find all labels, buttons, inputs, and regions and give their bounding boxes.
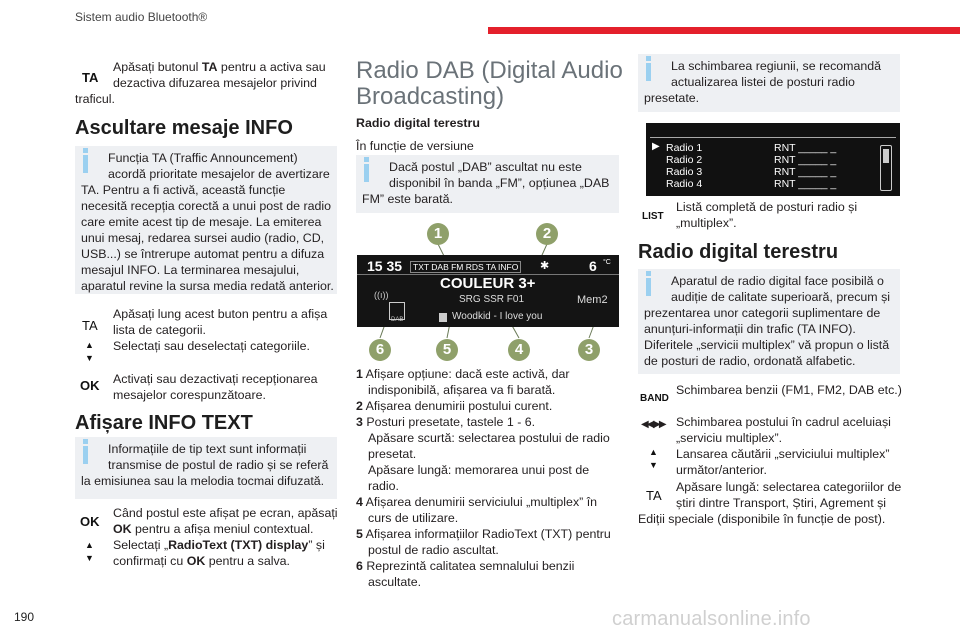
ok-button-icon-2: OK [80, 514, 100, 529]
version-note: În funcție de versiune [356, 139, 474, 153]
running-header: Sistem audio Bluetooth® [75, 10, 208, 24]
multiplex-name: SRG SSR F01 [459, 294, 525, 305]
ta-button-icon: TA [82, 70, 99, 85]
list-item: 1 Afișare opțiune: dacă este activă, dar [356, 367, 570, 381]
temperature: 6 [589, 258, 597, 274]
preset-values: RNT _____ _ RNT _____ _ RNT _____ _ RNT _____ _ [774, 142, 837, 190]
dab-label: DAB [391, 317, 404, 323]
list-item: 2 Afișarea denumirii postului curent. [356, 399, 553, 413]
accent-bar [488, 27, 960, 34]
display-divider [650, 137, 896, 138]
info-icon [364, 164, 369, 182]
callout-2: 2 [536, 223, 558, 245]
ta-description: Apăsați butonul TA pentru a activa sau dezactiva difuzarea mesajelor privind [113, 60, 326, 90]
info-icon [646, 63, 651, 81]
radio-display [357, 255, 619, 327]
selection-arrow-icon: ▶ [652, 141, 660, 152]
heading-info-text: Afișare INFO TEXT [75, 412, 253, 434]
heading-info-messages: Ascultare mesaje INFO [75, 117, 293, 139]
callout-4: 4 [508, 339, 530, 361]
scrollbar-thumb [883, 149, 889, 163]
station-name: COULEUR 3+ [440, 275, 536, 292]
song-title: Woodkid - I love you [452, 311, 543, 322]
bluetooth-icon: ✱ [540, 260, 550, 272]
band-button-icon: BAND [640, 393, 669, 404]
clock: 15 35 [367, 258, 403, 274]
info-icon [83, 155, 88, 173]
temperature-unit: °C [603, 259, 611, 266]
subheading-digital-radio: Radio digital terestru [356, 116, 480, 130]
info-icon [83, 446, 88, 464]
text-icon [439, 313, 447, 322]
info-note-digital: Aparatul de radio digital face posibilă o audiție de calitate superioară, precum și prezentarea unor categorii suplimentare de anunțuri-informații din trafic (TA INFO). Diferitele „servicii multiplex” vă propun o listă de posturi de radio, ordonată alfabetic. [638, 269, 900, 374]
up-down-arrows-icon-3: ▲ ▼ [649, 447, 658, 470]
callout-5: 5 [436, 339, 458, 361]
preset-list-display [646, 123, 900, 196]
callout-1: 1 [427, 223, 449, 245]
info-note-text: Informațiile de tip text sunt informații transmise de postul de radio și se referă la emisiunea sau la melodia tocmai difuzată. [75, 437, 337, 499]
seek-arrows-icon: ◀◀ ▶▶ [641, 419, 665, 430]
list-item: 6 Reprezintă calitatea semnalului benzii [356, 559, 575, 573]
info-note-dab: Dacă postul „DAB” ascultat nu este disponibil în banda „FM”, opțiunea „DAB FM” este barată. [356, 155, 619, 213]
page-number: 190 [14, 610, 35, 624]
info-icon [646, 278, 651, 296]
ta-long-press-icon-2: TA [646, 488, 662, 503]
list-item: 5 Afișarea informațiilor RadioText (TXT) pentru [356, 527, 611, 541]
heading-digital-radio: Radio digital terestru [638, 241, 839, 263]
signal-icon: ((ı)) [374, 290, 389, 300]
list-item: 3 Posturi presetate, tastele 1 - 6. [356, 415, 536, 429]
list-button-icon: LIST [642, 211, 664, 222]
section-title-dab: Radio DAB (Digital Audio Broadcasting) [356, 57, 623, 110]
info-note-ta: Funcția TA (Traffic Announcement) acordă prioritate mesajelor de avertizare TA. Pentru a fi activă, această funcție necesită recepția corectă a unui post de radio care emite acest tip de mesaje. La emiterea unui mesaj, redarea sursei audio (radio, CD, USB...) se întrerupe automat pentru a difuza mesajul INFO. La terminarea mesajului, aparatul revine la sursa media redată anterior. [75, 146, 337, 294]
preset-names: Radio 1 Radio 2 Radio 3 Radio 4 [666, 142, 703, 190]
callout-3: 3 [578, 339, 600, 361]
up-down-arrows-icon: ▲ ▼ [85, 340, 94, 363]
ta-long-press-icon: TA [82, 318, 98, 333]
watermark: carmanualsonline.info [612, 608, 811, 630]
preset-memory: Mem2 [577, 294, 608, 306]
up-down-arrows-icon-2: ▲ ▼ [85, 540, 94, 563]
legend-list: 1 Afișare opțiune: dacă este activă, dar indisponibilă, afișarea va fi barată. 2 Afișarea denumirii postului curent. 3 Posturi presetate, tastele 1 - 6. Apăsare scurtă: selectarea postului de radio presetat. Apăsare lungă: memorarea unui post de radio. 4 Afișarea denumirii serviciului „multiplex” în curs de utilizare. 5 Afișarea informațiilor RadioText (TXT) pentru postul de radio ascultat. 6 Reprezintă calitatea semnalului benzii ascultate. [356, 366, 621, 590]
ok-button-icon: OK [80, 378, 100, 393]
list-item: 4 Afișarea denumirii serviciului „multiplex” în [356, 495, 598, 509]
status-flags: TXT DAB FM RDS TA INFO [410, 261, 521, 273]
callout-6: 6 [369, 339, 391, 361]
ta-description-end: traficul. [75, 92, 115, 106]
info-note-region: La schimbarea regiunii, se recomandă actualizarea listei de posturi radio presetate. [638, 54, 900, 112]
